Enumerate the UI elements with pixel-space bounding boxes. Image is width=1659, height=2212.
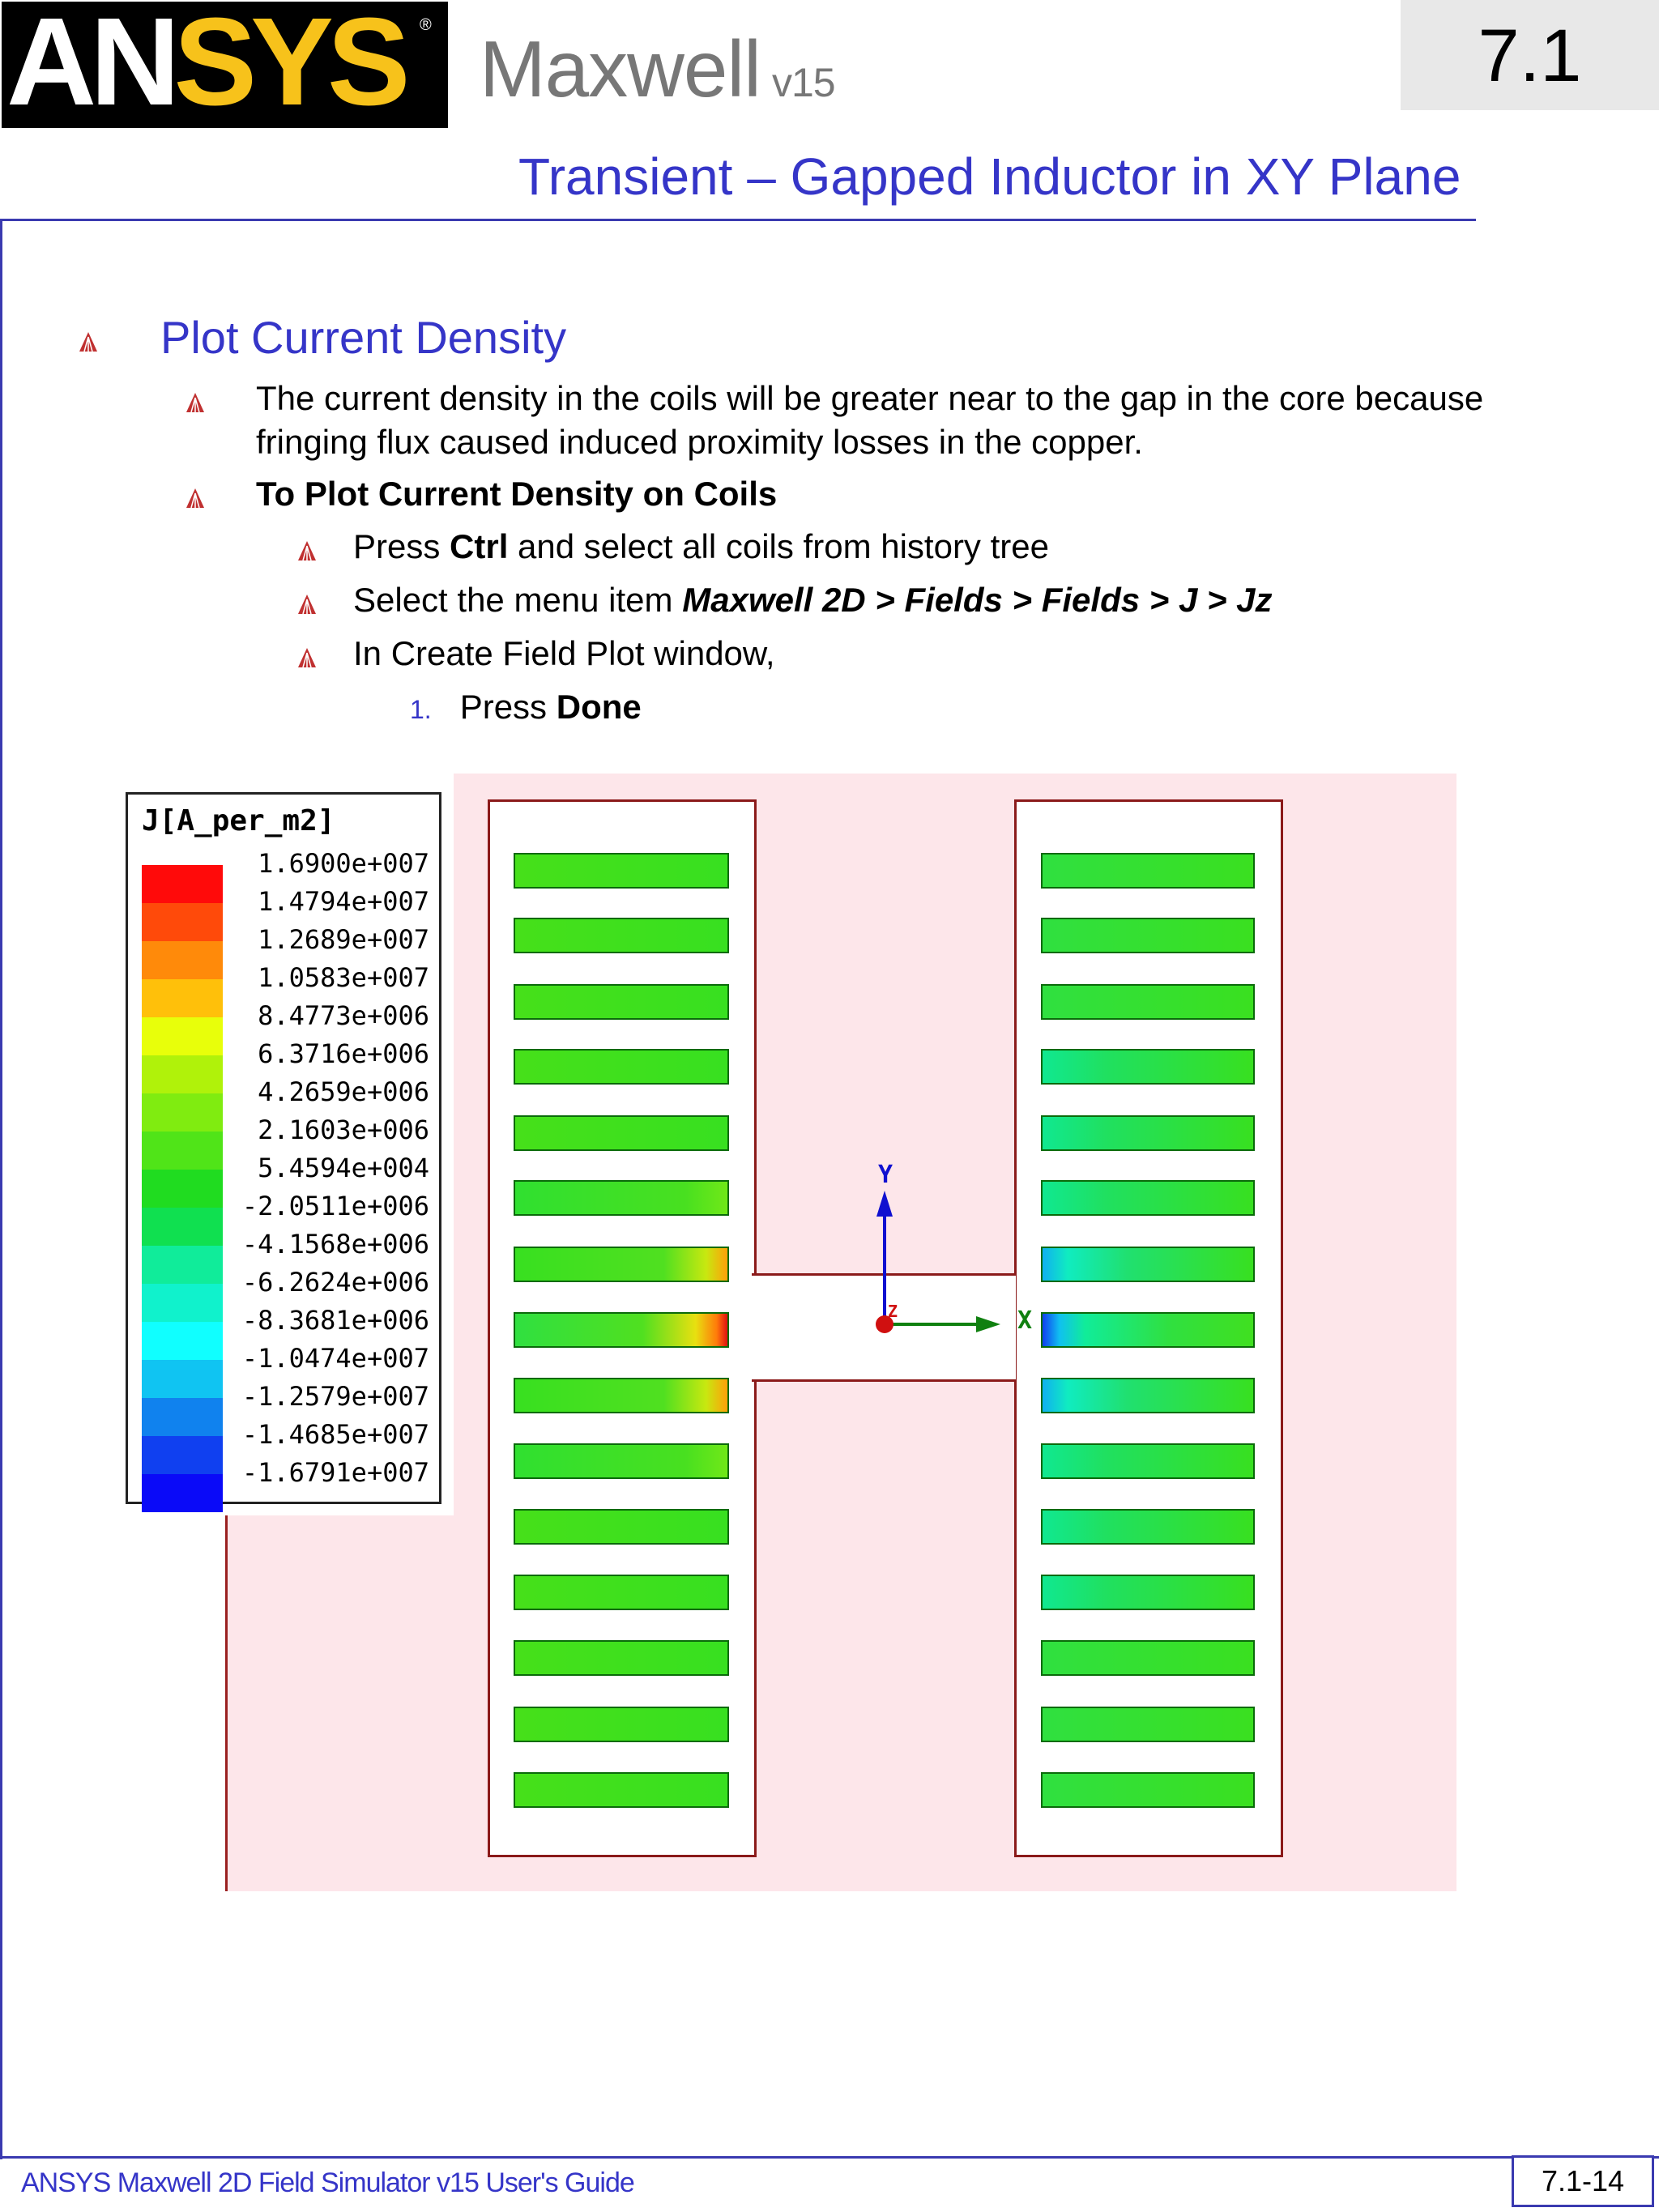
legend-swatch xyxy=(142,1322,223,1360)
legend-label: 1.0583e+007 xyxy=(258,962,429,993)
footer-page-number: 7.1-14 xyxy=(1541,2164,1625,2197)
legend-swatch xyxy=(142,1132,223,1170)
step1-text: Press xyxy=(353,527,450,565)
axis-triad xyxy=(859,1158,1053,1336)
menu-path: Maxwell 2D > Fields > Fields > J > Jz xyxy=(682,581,1273,619)
legend-swatch xyxy=(142,1474,223,1512)
x-axis-arrow-icon xyxy=(976,1316,1000,1332)
coil-right xyxy=(1041,1640,1255,1676)
x-axis-label: X xyxy=(1017,1306,1033,1335)
legend-swatch xyxy=(142,1017,223,1055)
step1-text-end: and select all coils from history tree xyxy=(508,527,1049,565)
bullet-icon xyxy=(298,595,316,614)
section-number: 7.1 xyxy=(1478,15,1582,97)
coil-left xyxy=(514,984,729,1020)
legend-label: 2.1603e+006 xyxy=(258,1115,429,1145)
legend-swatch xyxy=(142,903,223,941)
coil-right xyxy=(1041,853,1255,889)
legend-label: 1.2689e+007 xyxy=(258,924,429,955)
page-title: Transient – Gapped Inductor in XY Plane xyxy=(518,147,1461,206)
left-border xyxy=(0,219,2,2159)
legend-swatch xyxy=(142,1360,223,1398)
ansys-logo xyxy=(2,0,448,131)
substep-done xyxy=(410,685,642,731)
legend-title: J[A_per_m2] xyxy=(142,804,335,837)
legend-swatch xyxy=(142,1170,223,1208)
coil-left xyxy=(514,1312,729,1348)
coil-right xyxy=(1041,1509,1255,1545)
coil-right xyxy=(1041,918,1255,953)
subheading: To Plot Current Density on Coils xyxy=(256,475,778,513)
legend-swatch xyxy=(142,1398,223,1436)
footer-guide-title: ANSYS Maxwell 2D Field Simulator v15 User's Guide xyxy=(21,2167,634,2198)
z-axis-label: Z xyxy=(888,1302,898,1321)
coil-right xyxy=(1041,1443,1255,1479)
bullet-icon xyxy=(186,488,204,508)
legend-label: 1.4794e+007 xyxy=(258,886,429,917)
legend-swatch xyxy=(142,1246,223,1284)
legend-label: -8.3681e+006 xyxy=(241,1305,429,1336)
legend-swatch xyxy=(142,1055,223,1093)
product-name xyxy=(480,24,835,127)
step2-text: Select the menu item xyxy=(353,581,683,619)
legend-swatch xyxy=(142,941,223,979)
logo-wordmark xyxy=(6,0,404,131)
legend-swatch xyxy=(142,1284,223,1322)
legend-swatch xyxy=(142,1436,223,1474)
product-name-text: Maxwell xyxy=(480,24,761,113)
bullet-icon xyxy=(298,648,316,667)
coil-left xyxy=(514,1180,729,1216)
coil-right xyxy=(1041,1049,1255,1085)
coil-left xyxy=(514,1575,729,1610)
coil-left xyxy=(514,1640,729,1676)
legend-label: -1.2579e+007 xyxy=(241,1381,429,1412)
legend-label: -1.0474e+007 xyxy=(241,1343,429,1374)
legend-label: -2.0511e+006 xyxy=(241,1191,429,1221)
legend-label: -1.4685e+007 xyxy=(241,1419,429,1450)
legend-label: 4.2659e+006 xyxy=(258,1076,429,1107)
coil-left xyxy=(514,1443,729,1479)
legend-label: 8.4773e+006 xyxy=(258,1000,429,1031)
logo-sys: SYS xyxy=(173,0,404,131)
product-version: v15 xyxy=(771,60,835,105)
coil-left xyxy=(514,1247,729,1282)
logo-an: AN xyxy=(6,0,174,131)
title-divider xyxy=(0,219,1476,221)
legend-swatch xyxy=(142,865,223,903)
coil-left xyxy=(514,853,729,889)
coil-right xyxy=(1041,1378,1255,1413)
coil-left xyxy=(514,1509,729,1545)
legend-label: 6.3716e+006 xyxy=(258,1038,429,1069)
paragraph-line-1: The current density in the coils will be greater near to the gap in the core because xyxy=(256,379,1484,417)
legend-label: -6.2624e+006 xyxy=(241,1267,429,1298)
step-field-plot-window: In Create Field Plot window, xyxy=(353,634,775,672)
step-ctrl-select xyxy=(353,525,1049,569)
legend-label: -4.1568e+006 xyxy=(241,1229,429,1259)
paragraph-line-2: fringing flux caused induced proximity losses in the copper. xyxy=(256,423,1143,461)
legend-label: 5.4594e+004 xyxy=(258,1153,429,1183)
substep-text: Press xyxy=(459,688,557,726)
ctrl-key: Ctrl xyxy=(450,527,509,565)
coil-right xyxy=(1041,1180,1255,1216)
bullet-icon xyxy=(298,541,316,560)
registered-mark: ® xyxy=(420,16,432,34)
coil-right xyxy=(1041,1247,1255,1282)
bullet-icon xyxy=(79,332,97,352)
coil-left xyxy=(514,1115,729,1151)
done-button-label: Done xyxy=(556,688,642,726)
legend-swatch xyxy=(142,1093,223,1132)
y-axis-arrow-icon xyxy=(876,1191,893,1217)
coil-right xyxy=(1041,984,1255,1020)
legend-label: 1.6900e+007 xyxy=(258,848,429,879)
coil-left xyxy=(514,1772,729,1808)
legend-label: -1.6791e+007 xyxy=(241,1457,429,1488)
legend-swatch xyxy=(142,1208,223,1246)
coil-right xyxy=(1041,1115,1255,1151)
bullet-icon xyxy=(186,393,204,412)
y-axis-label: Y xyxy=(878,1161,893,1189)
substep-number: 1. xyxy=(410,695,432,724)
coil-right xyxy=(1041,1575,1255,1610)
coil-left xyxy=(514,918,729,953)
coil-left xyxy=(514,1707,729,1742)
coil-right xyxy=(1041,1772,1255,1808)
coil-left xyxy=(514,1049,729,1085)
step-menu-item xyxy=(353,578,1273,622)
footer-divider xyxy=(0,2156,1659,2159)
coil-right xyxy=(1041,1707,1255,1742)
coil-left xyxy=(514,1378,729,1413)
coil-right xyxy=(1041,1312,1255,1348)
section-heading: Plot Current Density xyxy=(160,312,567,363)
legend-swatch xyxy=(142,979,223,1017)
